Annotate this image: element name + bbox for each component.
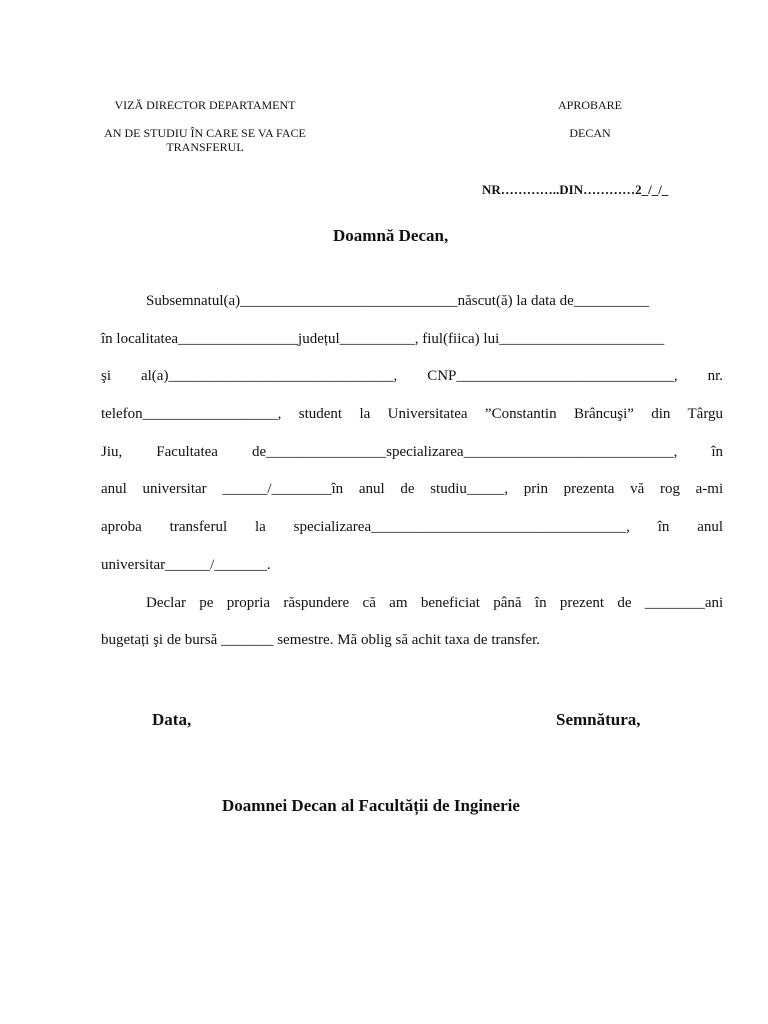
body-line-9 [101,585,723,623]
word: în [657,519,670,536]
word: Facultatea [156,443,218,460]
body-line-4 [101,396,723,434]
word: de [617,594,632,611]
word: Jiu, [101,443,123,460]
word: a-mi [695,481,724,498]
word: prin [523,481,548,498]
registration-number: NR…………..DIN…………2_/_/_ [482,182,669,197]
word: ________ani [644,594,724,611]
word: am [389,594,408,611]
word: din [651,406,671,423]
word: anul [358,481,385,498]
body-line-8: universitar______/_______. [101,556,271,573]
word: vă [630,481,645,498]
word: nr. [707,368,724,385]
word: specializarea__________________________________, [293,519,630,536]
word: Universitatea [387,406,468,423]
word: beneficiat [420,594,480,611]
word: în [711,443,724,460]
word: anul [101,481,127,498]
body-line-6 [101,471,723,509]
word: anul [697,519,724,536]
word: transferul [169,519,228,536]
word: ”Constantin [484,406,557,423]
header-study-year-transfer: AN DE STUDIU ÎN CARE SE VA FACE TRANSFERUL [104,126,306,154]
word: Brâncuşi” [573,406,634,423]
word: la [254,519,266,536]
date-label: Data, [152,710,192,729]
header-dean: DECAN [569,126,611,140]
body-line-1: Subsemnatul(a)_____________________________născut(ă) la data de__________ [146,293,649,309]
word: Declar [146,594,186,611]
word: propria [226,594,271,611]
word: universitar [142,481,207,498]
word: în [534,594,547,611]
word: pe [199,594,214,611]
word: prezent [559,594,605,611]
word: şi [101,368,112,385]
word: că [362,594,376,611]
header-approval: APROBARE [557,98,622,112]
body-line-3 [101,358,723,396]
word: răspundere [283,594,350,611]
body-line-7 [101,509,723,547]
word: de [400,481,415,498]
salutation: Doamnă Decan, [333,226,449,245]
word: până [493,594,522,611]
word: la [359,406,371,423]
header-visa-director: VIZĂ DIRECTOR DEPARTAMENT [114,98,296,112]
word: studiu_____, [430,481,509,498]
body-line-2: în localitatea________________județul__________, fiul(fiica) lui______________________ [101,330,665,347]
body-line-10: bugetați şi de bursă _______ semestre. Mă oblig să achit taxa de transfer. [101,632,541,649]
body-line-5 [101,434,723,472]
word: rog [659,481,680,498]
word: prezenta [563,481,615,498]
word: Târgu [687,406,724,423]
word: CNP_____________________________, [427,368,678,385]
word: telefon__________________, [101,406,282,423]
word: aproba [101,519,142,536]
word: student [298,406,343,423]
signature-label: Semnătura, [556,710,641,729]
addressee: Doamnei Decan al Facultății de Inginerie [222,796,520,815]
word: al(a)______________________________, [140,368,398,385]
word: ______/________în [222,481,344,498]
word: de________________specializarea____________________________, [251,443,678,460]
request-body [101,283,723,660]
